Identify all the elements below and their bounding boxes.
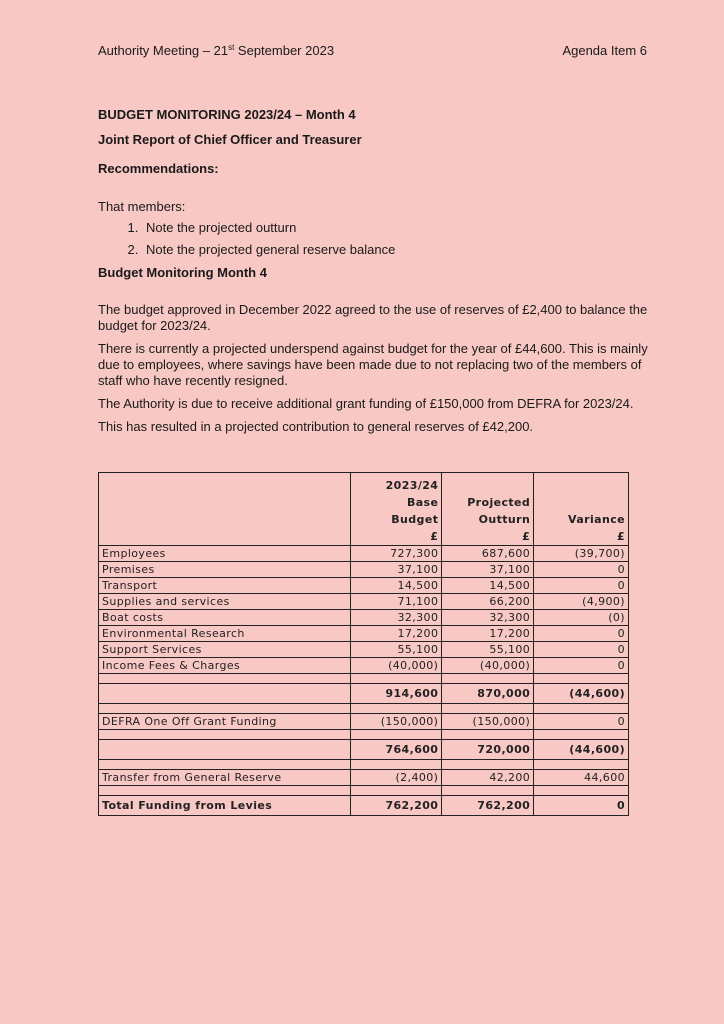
total-projected: 762,200 xyxy=(442,796,534,816)
recommendation-item: 2. Note the projected general reserve balance xyxy=(142,242,658,258)
table-row xyxy=(99,594,629,610)
agenda-item: Agenda Item 6 xyxy=(562,43,647,58)
row-base-budget: 32,300 xyxy=(350,610,442,626)
row-label: Transport xyxy=(99,578,351,594)
header-unit: £ xyxy=(616,530,625,543)
header-text: Variance xyxy=(568,513,625,526)
transfer-projected: 42,200 xyxy=(442,770,534,786)
row-projected-outturn: 32,300 xyxy=(442,610,534,626)
budget-table xyxy=(98,472,629,816)
header-text: Base xyxy=(406,496,439,509)
subtotal-label xyxy=(99,740,351,760)
row-projected-outturn: 14,500 xyxy=(442,578,534,594)
row-label: Support Services xyxy=(99,642,351,658)
row-projected-outturn: 37,100 xyxy=(442,562,534,578)
recommendations-heading: Recommendations: xyxy=(98,161,219,176)
report-title: BUDGET MONITORING 2023/24 – Month 4 xyxy=(98,107,356,122)
total-base: 762,200 xyxy=(350,796,442,816)
row-projected-outturn: 687,600 xyxy=(442,546,534,562)
defra-label: DEFRA One Off Grant Funding xyxy=(99,714,351,730)
subtotal-projected: 870,000 xyxy=(442,684,534,704)
row-variance: 0 xyxy=(534,658,629,674)
row-label: Supplies and services xyxy=(99,594,351,610)
header-variance xyxy=(534,473,629,546)
paragraph: This has resulted in a projected contribution to general reserves of £42,200. xyxy=(98,419,534,434)
total-variance: 0 xyxy=(534,796,629,816)
meeting-prefix: Authority Meeting – 21 xyxy=(98,43,229,58)
header-projected-outturn xyxy=(442,473,534,546)
transfer-variance: 44,600 xyxy=(534,770,629,786)
defra-row xyxy=(99,714,629,730)
row-label: Employees xyxy=(99,546,351,562)
row-variance: 0 xyxy=(534,578,629,594)
subtotal-row xyxy=(99,740,629,760)
meeting-header xyxy=(98,43,334,58)
subtotal-projected: 720,000 xyxy=(442,740,534,760)
recommendation-item: 1. Note the projected outturn xyxy=(142,220,658,236)
header-text: 2023/24 xyxy=(385,479,439,492)
spacer-row xyxy=(99,704,629,714)
row-projected-outturn: 55,100 xyxy=(442,642,534,658)
transfer-base: (2,400) xyxy=(350,770,442,786)
transfer-row xyxy=(99,770,629,786)
row-variance: (4,900) xyxy=(534,594,629,610)
row-base-budget: 37,100 xyxy=(350,562,442,578)
row-base-budget: 17,200 xyxy=(350,626,442,642)
table-row xyxy=(99,578,629,594)
paragraph: The budget approved in December 2022 agreed to the use of reserves of £2,400 to balance the budget for 2023/24. xyxy=(98,302,648,333)
subtotal-variance: (44,600) xyxy=(534,684,629,704)
spacer-row xyxy=(99,786,629,796)
recommendations-list xyxy=(98,220,658,258)
row-variance: (39,700) xyxy=(534,546,629,562)
spacer-row xyxy=(99,730,629,740)
table-row xyxy=(99,626,629,642)
defra-variance: 0 xyxy=(534,714,629,730)
header-blank-cell xyxy=(99,473,351,546)
row-projected-outturn: (40,000) xyxy=(442,658,534,674)
defra-base: (150,000) xyxy=(350,714,442,730)
table-row xyxy=(99,610,629,626)
header-text: Budget xyxy=(391,513,439,526)
section-heading: Budget Monitoring Month 4 xyxy=(98,265,267,280)
subtotal-label xyxy=(99,684,351,704)
report-subtitle: Joint Report of Chief Officer and Treasurer xyxy=(98,132,362,147)
table-row xyxy=(99,642,629,658)
subtotal-variance: (44,600) xyxy=(534,740,629,760)
paragraph: There is currently a projected underspend against budget for the year of £44,600. This is mainly due to employees, where savings have been made due to not replacing two of the members of staff who have recently resigned. xyxy=(98,341,648,388)
row-variance: (0) xyxy=(534,610,629,626)
row-variance: 0 xyxy=(534,626,629,642)
paragraph: The Authority is due to receive additional grant funding of £150,000 from DEFRA for 2023/24. xyxy=(98,396,634,411)
subtotal-row xyxy=(99,684,629,704)
row-variance: 0 xyxy=(534,562,629,578)
row-variance: 0 xyxy=(534,642,629,658)
row-base-budget: (40,000) xyxy=(350,658,442,674)
spacer-row xyxy=(99,760,629,770)
table-row xyxy=(99,562,629,578)
header-unit: £ xyxy=(522,530,531,543)
header-unit: £ xyxy=(430,530,439,543)
table-header-row xyxy=(99,473,629,546)
subtotal-base: 914,600 xyxy=(350,684,442,704)
recommendations-intro: That members: xyxy=(98,199,186,214)
defra-projected: (150,000) xyxy=(442,714,534,730)
row-projected-outturn: 17,200 xyxy=(442,626,534,642)
total-row xyxy=(99,796,629,816)
spacer-row xyxy=(99,674,629,684)
row-base-budget: 71,100 xyxy=(350,594,442,610)
header-base-budget xyxy=(350,473,442,546)
row-base-budget: 55,100 xyxy=(350,642,442,658)
row-base-budget: 14,500 xyxy=(350,578,442,594)
row-base-budget: 727,300 xyxy=(350,546,442,562)
row-label: Boat costs xyxy=(99,610,351,626)
row-label: Income Fees & Charges xyxy=(99,658,351,674)
subtotal-base: 764,600 xyxy=(350,740,442,760)
meeting-suffix: September 2023 xyxy=(234,43,335,58)
header-text: Projected xyxy=(467,496,531,509)
row-label: Premises xyxy=(99,562,351,578)
transfer-label: Transfer from General Reserve xyxy=(99,770,351,786)
meeting-date-suffix: st xyxy=(228,43,235,52)
row-projected-outturn: 66,200 xyxy=(442,594,534,610)
table-row xyxy=(99,658,629,674)
header-text: Outturn xyxy=(478,513,531,526)
total-label: Total Funding from Levies xyxy=(99,796,351,816)
row-label: Environmental Research xyxy=(99,626,351,642)
report-body xyxy=(98,107,658,435)
table-row xyxy=(99,546,629,562)
